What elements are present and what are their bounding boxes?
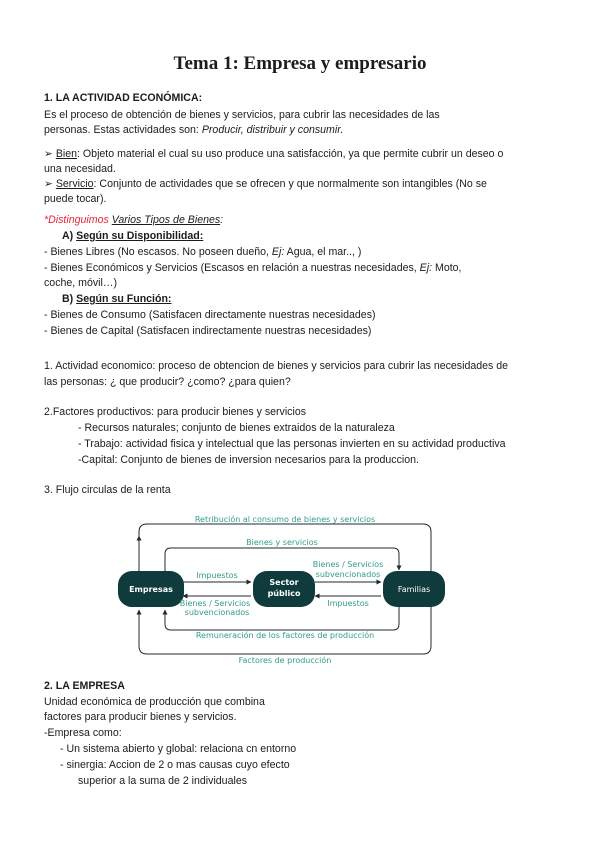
- label-subvencion-right-2: subvencionados: [315, 570, 381, 579]
- list-item: - Bienes de Capital (Satisfacen indirectamente nuestras necesidades): [44, 325, 372, 337]
- list-item: - sinergia: Accion de 2 o mas causas cuyo efecto: [60, 759, 290, 771]
- example-label: Ej:: [271, 246, 285, 258]
- section-2-heading: 2. LA EMPRESA: [44, 680, 125, 692]
- node-label-sector: Sector: [269, 578, 299, 587]
- list-text: - Bienes Libres (No escasos. No poseen dueño,: [44, 246, 272, 258]
- label-subvencion-left-1: Bienes / Servicios: [179, 599, 251, 608]
- term-servicio: Servicio: [55, 178, 94, 190]
- label-subvencion-right-1: Bienes / Servicios: [312, 560, 384, 569]
- note-line: 2.Factores productivos: para producir bienes y servicios: [44, 406, 307, 418]
- node-label-familias: Familias: [397, 585, 431, 594]
- arrow-bullet-icon: ➢: [44, 148, 53, 160]
- node-label-empresas: Empresas: [129, 585, 173, 594]
- note-line: las personas: ¿ que producir? ¿como? ¿para quien?: [44, 376, 291, 388]
- paragraph-line: [44, 124, 343, 137]
- note-subitem: - Recursos naturales; conjunto de bienes extraidos de la naturaleza: [78, 422, 395, 434]
- list-item: [44, 246, 361, 259]
- label-b: B): [62, 293, 77, 305]
- list-text: - Bienes Económicos y Servicios (Escasos en relación a nuestras necesidades,: [44, 262, 420, 274]
- list-item: superior a la suma de 2 individuales: [78, 775, 248, 787]
- arrow-bullet-icon: ➢: [44, 178, 53, 190]
- subheading-text: Según su Función:: [76, 293, 172, 305]
- flow-arrow-retribucion: [139, 524, 431, 574]
- label-bienes-servicios: Bienes y servicios: [246, 538, 318, 547]
- definition-servicio: [44, 178, 487, 191]
- definition-text: : Objeto material el cual su uso produce una satisfacción, ya que permite cubrir un deseo o: [77, 148, 504, 160]
- note-line: 1. Actividad economico: proceso de obtencion de bienes y servicios para cubrir las necesidades de: [44, 360, 509, 372]
- term-bien: Bien: [55, 148, 78, 160]
- label-factores: Factores de producción: [238, 656, 332, 665]
- list-item: coche, móvil…): [44, 277, 117, 289]
- paragraph-line: factores para producir bienes y servicios.: [44, 711, 237, 723]
- paragraph-text: personas. Estas actividades son:: [44, 124, 202, 136]
- list-text: Moto,: [432, 262, 462, 274]
- note-line: 3. Flujo circulas de la renta: [44, 484, 171, 496]
- colon-text: :: [220, 214, 224, 226]
- note-subitem: - Trabajo: actividad fisica y intelectual que las personas invierten en su actividad productiva: [78, 438, 506, 450]
- emphasis-text: Producir, distribuir y consumir.: [201, 124, 344, 136]
- paragraph-line: Unidad económica de producción que combina: [44, 696, 265, 708]
- paragraph-line: una necesidad.: [44, 163, 116, 175]
- paragraph-line: puede tocar).: [44, 193, 107, 205]
- node-label-publico: público: [267, 589, 301, 598]
- circular-flow-diagram: [115, 512, 455, 670]
- subheading-text: Según su Disponibilidad:: [76, 230, 204, 242]
- paragraph-line: Es el proceso de obtención de bienes y servicios, para cubrir las necesidades de las: [44, 109, 440, 121]
- label-retribucion: Retribución al consumo de bienes y servicios: [194, 515, 376, 524]
- subheading-b: [62, 293, 171, 306]
- label-remuneracion: Remuneración de los factores de producción: [195, 631, 375, 640]
- label-a: A): [62, 230, 77, 242]
- list-item: - Bienes de Consumo (Satisfacen directamente nuestras necesidades): [44, 309, 376, 321]
- highlight-text: *Distinguimos: [44, 214, 112, 226]
- label-impuestos-right: Impuestos: [327, 599, 369, 608]
- list-item: [44, 262, 462, 275]
- label-impuestos-left: Impuestos: [196, 571, 238, 580]
- page-title: Tema 1: Empresa y empresario: [173, 53, 427, 74]
- example-label: Ej:: [419, 262, 433, 274]
- list-item: - Un sistema abierto y global: relaciona cn entorno: [60, 743, 297, 755]
- subheading-a: [62, 230, 203, 243]
- definition-text: : Conjunto de actividades que se ofrecen y que normalmente son intangibles (No se: [93, 178, 487, 190]
- subheading-text: Varios Tipos de Bienes: [111, 214, 221, 226]
- list-text: Agua, el mar.., ): [284, 246, 362, 258]
- distinguimos-line: [44, 214, 223, 227]
- label-subvencion-left-2: subvencionados: [184, 608, 250, 617]
- definition-bien: [44, 148, 503, 161]
- section-1-heading: 1. LA ACTIVIDAD ECONÓMICA:: [44, 92, 203, 104]
- paragraph-line: -Empresa como:: [44, 727, 122, 739]
- note-subitem: -Capital: Conjunto de bienes de inversion necesarios para la produccion.: [78, 454, 419, 466]
